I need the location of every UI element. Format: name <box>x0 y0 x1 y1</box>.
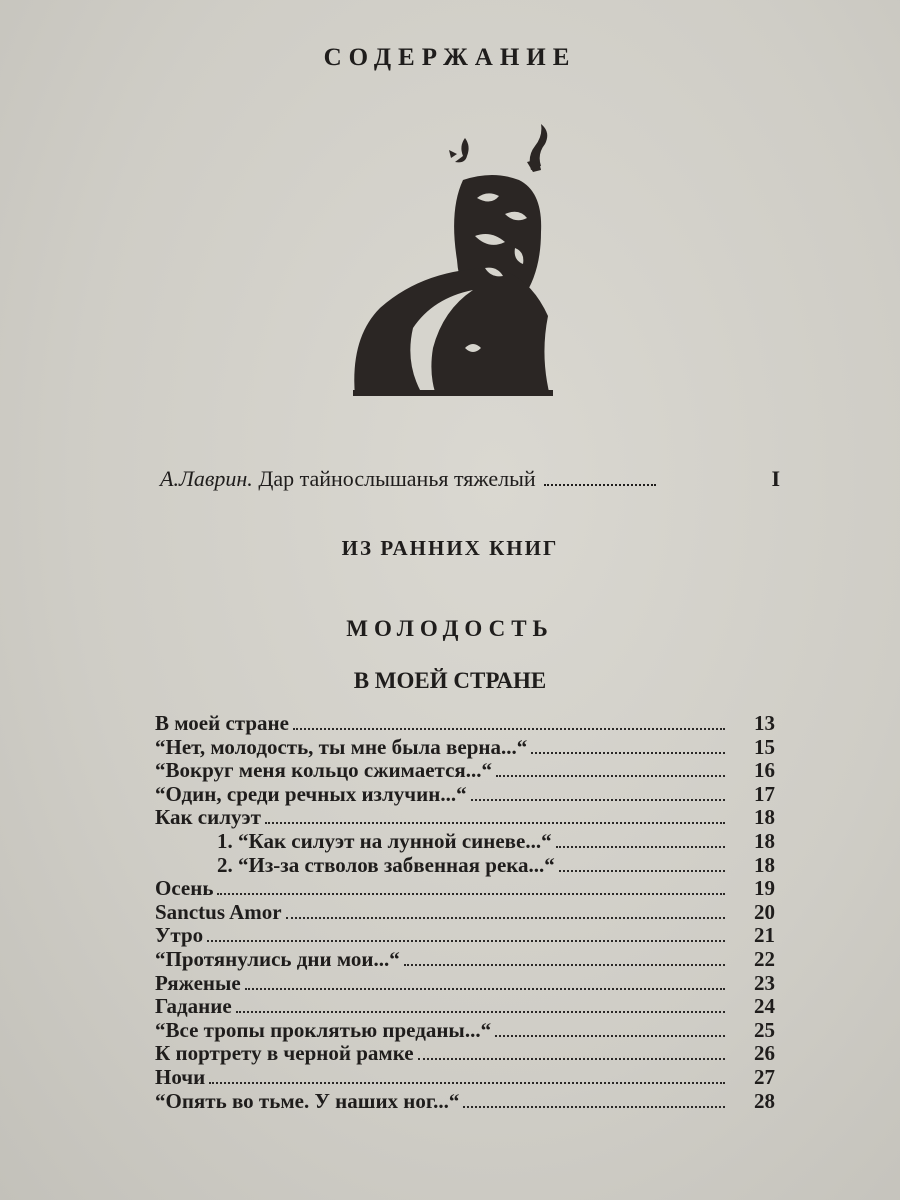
toc-entry[interactable] <box>155 806 775 830</box>
toc-leader-dots <box>495 1035 725 1037</box>
toc-leader-dots <box>418 1058 725 1060</box>
toc-entry[interactable] <box>155 972 775 996</box>
toc-leader-dots <box>556 846 725 848</box>
toc-page-number: 28 <box>754 1088 775 1113</box>
toc-entry-title: 2. “Из-за стволов забвенная река...“ <box>217 852 555 877</box>
cycle-heading: В МОЕЙ СТРАНЕ <box>353 668 547 693</box>
intro-essay-entry[interactable] <box>160 466 780 492</box>
toc-leader-dots <box>531 752 725 754</box>
table-of-contents <box>155 712 775 1113</box>
toc-entry-title: В моей стране <box>155 711 289 735</box>
toc-leader-dots <box>245 988 725 990</box>
toc-page-number: 17 <box>754 781 775 806</box>
intro-title: Дар тайнослышанья тяжелый <box>258 466 536 491</box>
toc-entry[interactable] <box>155 1042 775 1066</box>
toc-entry[interactable] <box>155 1066 775 1090</box>
toc-leader-dots <box>207 940 725 942</box>
toc-entry[interactable] <box>155 877 775 901</box>
toc-page-number: 19 <box>754 876 775 901</box>
toc-entry-title: Утро <box>155 923 204 948</box>
intro-leader-dots <box>544 484 656 486</box>
toc-leader-dots <box>286 917 725 919</box>
toc-page-number: 23 <box>754 970 775 995</box>
toc-entry[interactable] <box>155 854 775 878</box>
toc-entry[interactable] <box>155 995 775 1019</box>
toc-page-number: 27 <box>754 1064 775 1089</box>
toc-page-number: 24 <box>754 994 775 1019</box>
toc-page-number: 21 <box>754 923 775 948</box>
toc-entry-title: “Нет, молодость, ты мне была верна...“ <box>155 734 528 759</box>
part-heading: ИЗ РАННИХ КНИГ <box>341 536 559 560</box>
intro-page-number: I <box>771 466 780 491</box>
toc-entry-title: Ряженые <box>155 970 241 995</box>
toc-page-number: 18 <box>754 828 775 853</box>
toc-page-number: 25 <box>754 1017 775 1042</box>
toc-entry-title: “Протянулись дни мои...“ <box>155 946 400 971</box>
toc-entry[interactable] <box>155 712 775 736</box>
toc-page-number: 18 <box>754 852 775 877</box>
toc-entry-title: “Все тропы проклятью преданы...“ <box>155 1017 492 1042</box>
book-heading: МОЛОДОСТЬ <box>346 616 554 641</box>
toc-entry-title: “Вокруг меня кольцо сжимается...“ <box>155 758 493 783</box>
toc-page-number: 26 <box>754 1041 775 1066</box>
toc-leader-dots <box>265 822 725 824</box>
toc-entry-title: “Опять во тьме. У наших ног...“ <box>155 1088 460 1113</box>
toc-leader-dots <box>471 799 725 801</box>
toc-entry[interactable] <box>155 783 775 807</box>
toc-page-number: 18 <box>754 805 775 830</box>
contents-heading: СОДЕРЖАНИЕ <box>323 44 577 71</box>
toc-entry-title: Ночи <box>155 1064 206 1089</box>
toc-leader-dots <box>209 1082 725 1084</box>
toc-entry[interactable] <box>155 901 775 925</box>
toc-page-number: 13 <box>754 711 775 735</box>
toc-leader-dots <box>217 893 725 895</box>
toc-page-number: 15 <box>754 734 775 759</box>
toc-leader-dots <box>559 870 725 872</box>
toc-entry-title: Осень <box>155 876 214 901</box>
toc-entry[interactable] <box>155 1090 775 1114</box>
toc-entry-title: “Один, среди речных излучин...“ <box>155 781 467 806</box>
toc-entry[interactable] <box>155 736 775 760</box>
toc-entry-title: Sanctus Amor <box>155 899 282 924</box>
toc-leader-dots <box>404 964 725 966</box>
toc-entry-title: 1. “Как силуэт на лунной синеве...“ <box>217 828 552 853</box>
intro-author: А.Лаврин. <box>160 466 253 491</box>
seated-figure-illustration <box>345 118 575 396</box>
toc-entry[interactable] <box>155 948 775 972</box>
toc-entry[interactable] <box>155 1019 775 1043</box>
toc-page-number: 16 <box>754 758 775 783</box>
toc-leader-dots <box>293 728 725 730</box>
toc-leader-dots <box>236 1011 725 1013</box>
toc-leader-dots <box>463 1106 725 1108</box>
toc-entry[interactable] <box>155 830 775 854</box>
toc-page-number: 20 <box>754 899 775 924</box>
toc-page-number: 22 <box>754 946 775 971</box>
toc-entry[interactable] <box>155 924 775 948</box>
toc-leader-dots <box>496 775 725 777</box>
toc-entry-title: К портрету в черной рамке <box>155 1041 414 1066</box>
toc-entry[interactable] <box>155 759 775 783</box>
toc-entry-title: Как силуэт <box>155 805 261 830</box>
toc-entry-title: Гадание <box>155 994 232 1019</box>
